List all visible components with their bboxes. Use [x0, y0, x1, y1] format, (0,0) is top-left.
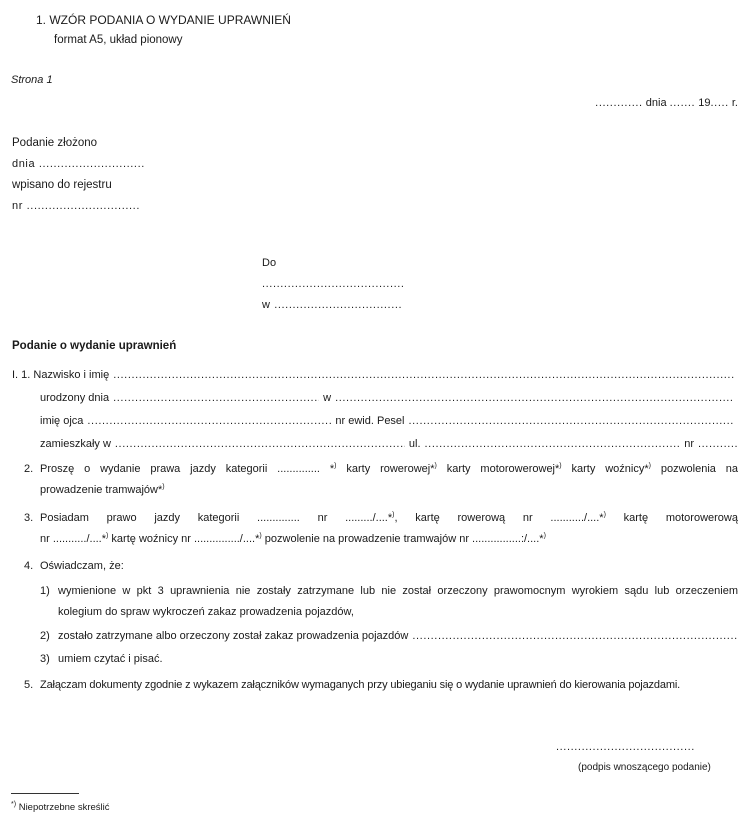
item5-number: 5.	[24, 679, 34, 691]
date-year-prefix: 19	[698, 97, 711, 109]
name-field[interactable]	[113, 369, 734, 381]
father-label: imię ojca	[40, 415, 84, 427]
addressee-name-field[interactable]: .......................................	[262, 278, 405, 290]
date-line	[595, 97, 738, 109]
birth-place-field[interactable]	[335, 392, 734, 404]
item5-text: Załączam dokumenty zgodnie z wykazem załączników wymaganych przy ubieganiu się o wydanie uprawnień do kierowania pojazdami.	[40, 679, 681, 691]
father-field[interactable]	[87, 415, 331, 427]
addressee-place-field[interactable]: w ...................................	[262, 299, 403, 311]
name-label: I. 1. Nazwisko i imię	[12, 369, 110, 381]
street-label: ul.	[408, 438, 421, 450]
birth-row	[40, 392, 738, 404]
date-year-dots[interactable]: .....	[710, 97, 729, 109]
declaration-3-text: umiem czytać i pisać.	[58, 653, 163, 665]
filed-date-field[interactable]: dnia .............................	[12, 158, 145, 170]
item2-line2: prowadzenie tramwajów*)	[40, 483, 165, 496]
page-label: Strona 1	[11, 74, 53, 86]
addressee-do-label: Do	[262, 257, 277, 269]
declaration-2-row	[58, 630, 738, 642]
pesel-field[interactable]	[409, 415, 735, 427]
declaration-1-line2: kolegium do spraw wykroczeń zakaz prowadzenia pojazdów,	[58, 606, 354, 618]
filed-label: Podanie złożono	[12, 137, 98, 149]
register-number-field[interactable]: nr ...............................	[12, 200, 140, 212]
item4-label: Oświadczam, że:	[40, 560, 124, 572]
address-row	[40, 438, 738, 450]
birth-place-label: w	[323, 392, 332, 404]
house-number-label: nr	[684, 438, 694, 450]
footnote	[11, 802, 110, 813]
form-title: 1. WZÓR PODANIA O WYDANIE UPRAWNIEŃ	[36, 13, 291, 27]
item3-line2: nr .........../....*) kartę woźnicy nr .............../....*) pozwolenie na prowadzenie tramwajów nr ................:/....*)	[40, 532, 546, 545]
declaration-1-line1: wymienione w pkt 3 uprawnienia nie zostały zatrzymane lub nie został orzeczony prawomocnym wyrokiem sądu lub orzeczeniem	[58, 585, 738, 597]
footnote-mark: *)	[11, 800, 17, 808]
name-row	[12, 369, 738, 381]
house-number-field[interactable]	[698, 438, 738, 450]
footnote-text: Niepotrzebne skreślić	[18, 802, 110, 813]
pesel-label: nr ewid. Pesel	[335, 415, 405, 427]
item2-number: 2.	[24, 463, 34, 475]
item4-number: 4.	[24, 560, 34, 572]
father-row	[40, 415, 738, 427]
declaration-2-text: zostało zatrzymane albo orzeczony został zakaz prowadzenia pojazdów	[58, 630, 409, 642]
footnote-divider	[11, 793, 79, 794]
born-label: urodzony dnia	[40, 392, 110, 404]
item3-line1: Posiadam prawo jazdy kategorii .............. nr ........./....*), kartę rowerową nr .........../....*) kartę motorowerową	[40, 511, 738, 524]
section-title: Podanie o wydanie uprawnień	[12, 340, 177, 352]
declaration-3-number: 3)	[40, 653, 50, 665]
declaration-1-number: 1)	[40, 585, 50, 597]
item3-number: 3.	[24, 512, 34, 524]
date-place-dots[interactable]: .............	[595, 97, 643, 109]
birth-date-field[interactable]	[113, 392, 319, 404]
form-format: format A5, układ pionowy	[54, 34, 183, 46]
register-label: wpisano do rejestru	[12, 179, 112, 191]
signature-caption: (podpis wnoszącego podanie)	[578, 762, 711, 773]
street-field[interactable]	[425, 438, 681, 450]
city-field[interactable]	[115, 438, 405, 450]
resides-label: zamieszkały w	[40, 438, 111, 450]
declaration-2-field[interactable]	[412, 630, 738, 642]
date-r-label: r.	[731, 97, 738, 109]
date-dnia-label: dnia	[645, 97, 667, 109]
declaration-2-number: 2)	[40, 630, 50, 642]
item2-line1: Proszę o wydanie prawa jazdy kategorii .............. *) karty rowerowej*) karty motorowerowej*) karty woźnicy*) pozwolenia na	[40, 462, 738, 475]
date-day-dots[interactable]: .......	[669, 97, 696, 109]
signature-field[interactable]: ......................................	[556, 741, 695, 753]
